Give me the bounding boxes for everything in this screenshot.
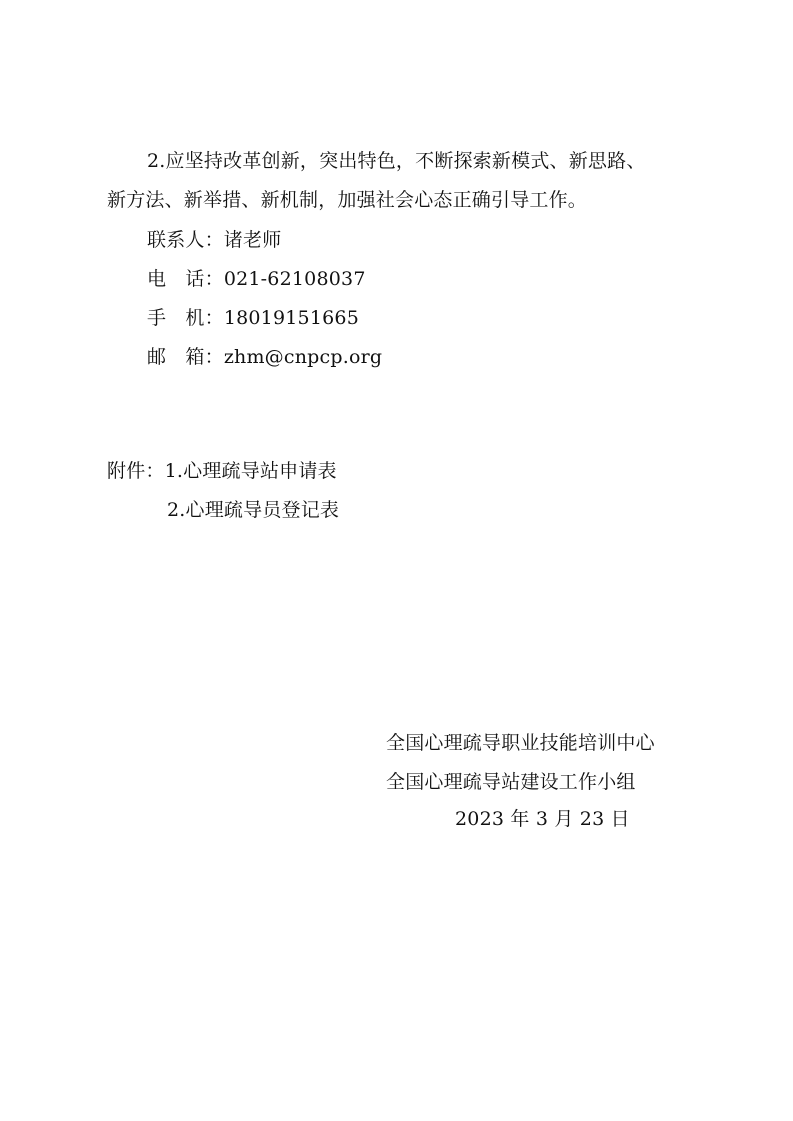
paragraph-line-2: 新方法、新举措、新机制，加强社会心态正确引导工作。 [107,189,588,211]
signature-org-1: 全国心理疏导职业技能培训中心 [386,732,655,754]
attachment-label: 附件： [107,460,165,482]
phone-value: 021-62108037 [223,268,366,290]
paragraph-line-1: 2.应坚持改革创新，突出特色，不断探索新模式、新思路、 [147,150,646,172]
mobile-value: 18019151665 [223,307,359,329]
email-value: zhm@cnpcp.org [223,346,383,368]
attachment-row-1 [107,458,337,484]
signature-date: 2023 年 3 月 23 日 [455,808,630,830]
contact-mobile-row [147,305,359,331]
contact-person: 联系人：诸老师 [147,229,282,251]
contact-phone-row [147,266,366,292]
phone-label: 电 话： [147,268,224,290]
mobile-label: 手 机： [147,307,224,329]
signature-org-2: 全国心理疏导站建设工作小组 [386,771,636,793]
email-label: 邮 箱： [147,346,224,368]
contact-email-row [147,344,382,370]
attachment-item-1: 1.心理疏导站申请表 [164,460,337,482]
attachment-item-2: 2.心理疏导员登记表 [167,499,340,521]
